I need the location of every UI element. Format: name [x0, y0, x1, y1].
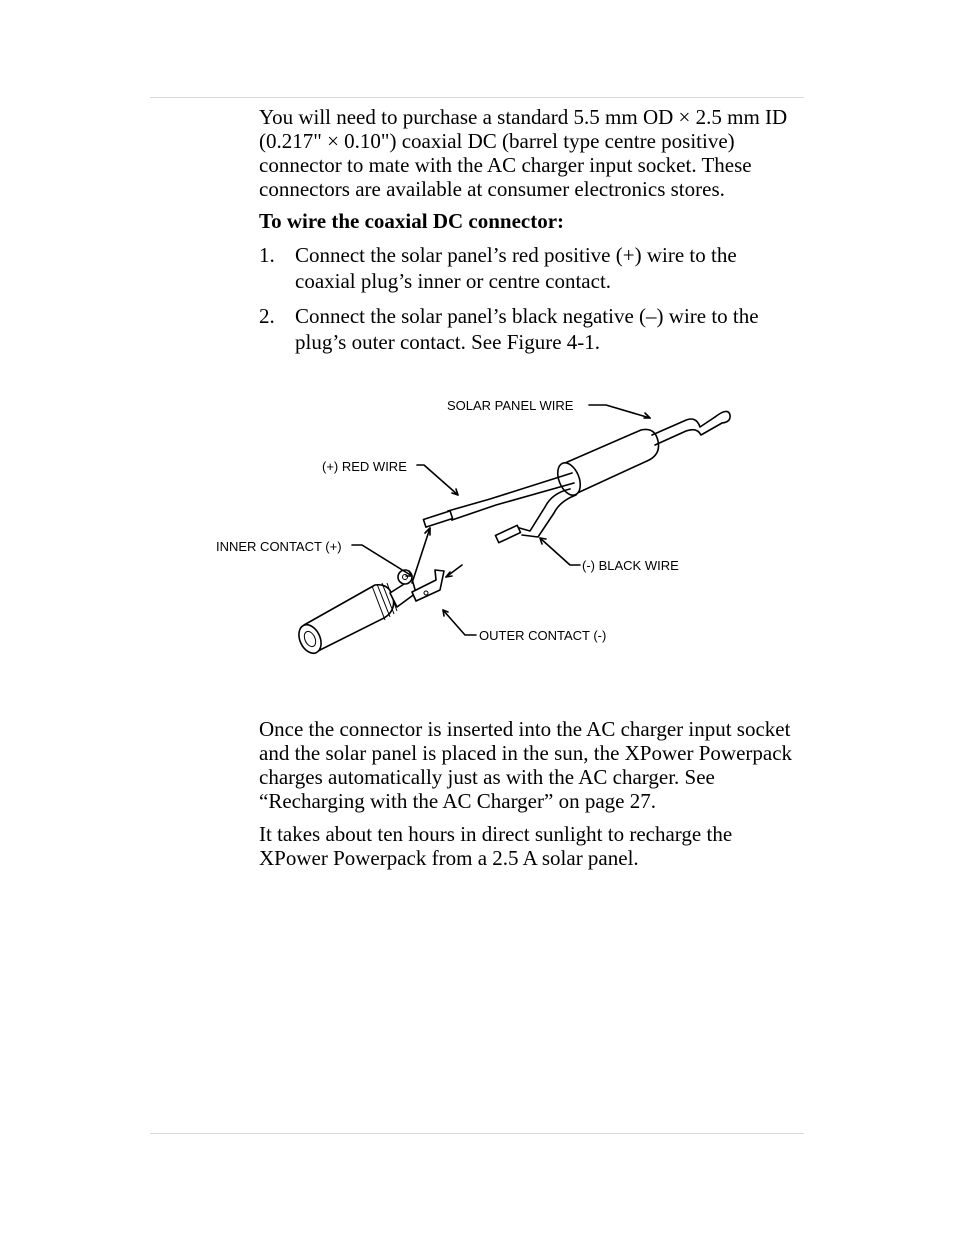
intro-paragraph: You will need to purchase a standard 5.5 mm OD × 2.5 mm ID (0.217" × 0.10") coaxial DC (barrel type centre positive) connector to mate with the AC charger input socket. These connectors are available at consumer electronics stores. — [259, 105, 788, 201]
label-outer-contact: OUTER CONTACT (-) — [479, 628, 607, 643]
red-wire — [423, 473, 574, 527]
step-number: 2. — [259, 304, 275, 328]
header-rule — [150, 97, 804, 98]
footer-rule — [150, 1133, 804, 1134]
coaxial-plug — [295, 570, 444, 657]
label-red-wire: (+) RED WIRE — [322, 459, 407, 474]
charge-time-paragraph: It takes about ten hours in direct sunlight to recharge the XPower Powerpack from a 2.5 A solar panel. — [259, 822, 733, 870]
procedure-heading: To wire the coaxial DC connector: — [259, 209, 565, 233]
coaxial-connector-figure — [200, 385, 760, 675]
wire-tails — [652, 411, 730, 445]
label-solar-panel-wire: SOLAR PANEL WIRE — [447, 398, 574, 413]
step-number: 1. — [259, 243, 275, 267]
connection-paragraph: Once the connector is inserted into the AC charger input socket and the solar panel is placed in the sun, the XPower Powerpack charges automatically just as with the AC charger. See “Recharging with the AC Charger” on page 27. — [259, 717, 793, 813]
cable-jacket — [553, 429, 658, 498]
step-text: Connect the solar panel’s black negative (–) wire to the plug’s outer contact. See Figure 4-1. — [295, 304, 759, 354]
black-wire — [495, 489, 576, 543]
label-black-wire: (-) BLACK WIRE — [582, 558, 679, 573]
label-inner-contact: INNER CONTACT (+) — [216, 539, 342, 554]
step-text: Connect the solar panel’s red positive (+) wire to the coaxial plug’s inner or centre contact. — [295, 243, 737, 293]
